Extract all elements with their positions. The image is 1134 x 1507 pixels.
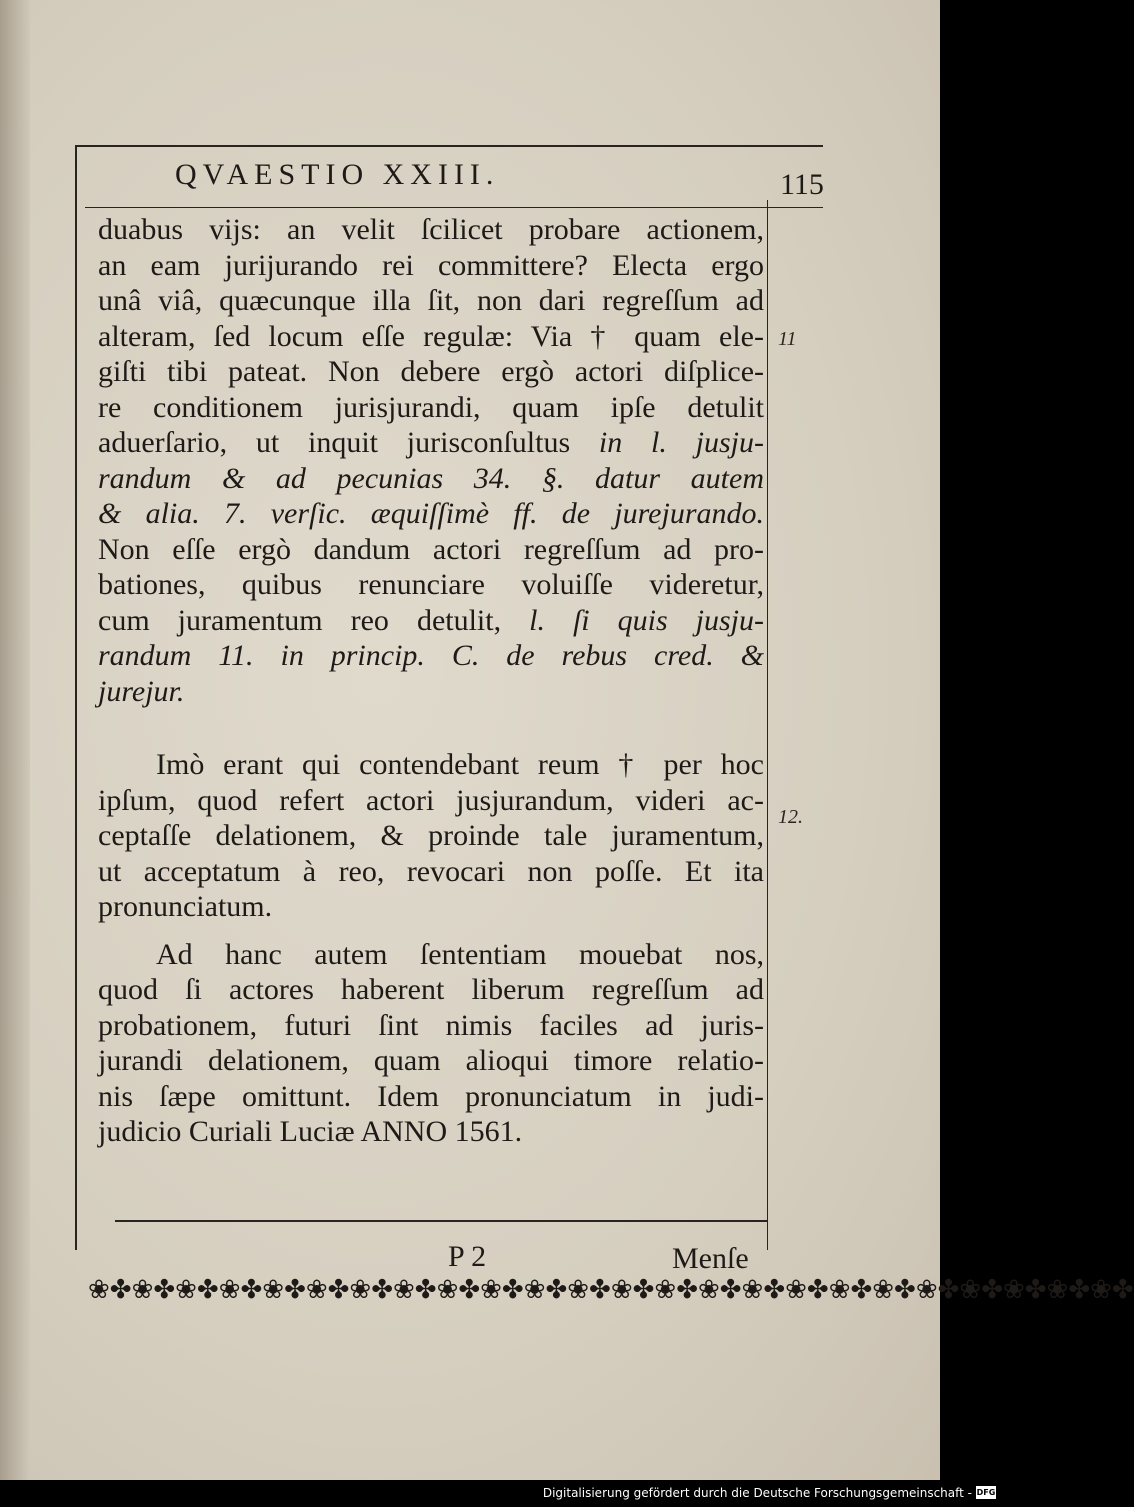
line-text: randum & ad pecunias 34. §. datur autem bbox=[98, 461, 764, 495]
text-line: quod ſi actores haberent liberum regreſſum ad bbox=[98, 973, 764, 1006]
frame-header-rule bbox=[85, 207, 823, 208]
text-line bbox=[98, 283, 764, 319]
text-line: pronunciatum. bbox=[98, 890, 273, 923]
running-head: QVAESTIO XXIII. bbox=[175, 158, 500, 191]
text-line: ut acceptatum à reo, revocari non poſſe. Et ita bbox=[98, 854, 764, 888]
text-line: ceptaſſe delationem, & proinde tale juramentum, bbox=[98, 819, 764, 852]
line-text: an eam jurijurando rei committere? Electa ergo bbox=[98, 248, 764, 282]
line-text: cum juramentum reo detulit, bbox=[98, 603, 502, 637]
text-line bbox=[98, 567, 764, 603]
ornamental-border: ❀✤❀✤❀✤❀✤❀✤❀✤❀✤❀✤❀✤❀✤❀✤❀✤❀✤❀✤❀✤❀✤❀✤❀✤❀✤❀✤❀✤❀✤❀✤❀✤ bbox=[88, 1275, 1134, 1305]
catchword: Menſe bbox=[672, 1242, 749, 1275]
frame-left-rule bbox=[75, 145, 77, 1250]
text-line bbox=[98, 319, 764, 355]
footer-credit: Digitalisierung gefördert durch die Deutsche Forschungsgemeinschaft - bbox=[542, 1486, 972, 1500]
text-line: probationem, futuri ſint nimis faciles ad juris- bbox=[98, 1008, 764, 1042]
line-text: & alia. 7. verſic. æquiſſimè ff. de jurejurando. bbox=[98, 497, 764, 530]
text-line bbox=[98, 248, 764, 284]
dfg-logo: DFG bbox=[976, 1488, 996, 1497]
text-line: judicio Curiali Luciæ ANNO 1561. bbox=[98, 1115, 523, 1148]
line-text: Non eſſe ergò dandum actori regreſſum ad pro- bbox=[98, 532, 764, 566]
paragraph-3 bbox=[98, 937, 764, 1150]
frame-top-rule bbox=[75, 145, 823, 147]
text-line: nis ſæpe omittunt. Idem pronunciatum in judi- bbox=[98, 1079, 764, 1113]
line-text: bationes, quibus renunciare voluiſſe videretur, bbox=[98, 568, 764, 601]
text-line: Ad hanc autem ſententiam mouebat nos, bbox=[156, 937, 764, 971]
marginal-note-12: 12. bbox=[778, 806, 803, 828]
line-text: re conditionem jurisjurandi, quam ipſe detulit bbox=[98, 390, 764, 424]
marginal-note-11: 11 bbox=[778, 328, 797, 350]
line-text: duabus vijs: an velit ſcilicet probare actionem, bbox=[98, 213, 764, 246]
paragraph-2 bbox=[98, 747, 764, 925]
text-line bbox=[98, 638, 764, 674]
line-text: jurejur. bbox=[98, 674, 185, 708]
text-line bbox=[98, 425, 764, 461]
text-line: jurandi delationem, quam alioqui timore relatio- bbox=[98, 1044, 764, 1077]
line-text: randum 11. in princip. C. de rebus cred. & bbox=[98, 639, 764, 672]
page-number: 115 bbox=[780, 168, 824, 201]
line-text: giſti tibi pateat. Non debere ergò actori diſplice- bbox=[98, 355, 764, 388]
signature-mark: P 2 bbox=[448, 1240, 487, 1273]
text-line bbox=[98, 212, 764, 248]
text-line bbox=[98, 496, 764, 532]
text-line: ipſum, quod refert actori jusjurandum, videri ac- bbox=[98, 783, 764, 817]
text-line bbox=[98, 354, 764, 390]
text-line bbox=[98, 461, 764, 497]
citation-text: l. ſi quis jusju- bbox=[529, 603, 765, 637]
paragraph-1 bbox=[98, 212, 764, 709]
text-line bbox=[98, 390, 764, 426]
line-text: unâ viâ, quæcunque illa ſit, non dari regreſſum ad bbox=[98, 284, 764, 317]
frame-right-rule bbox=[767, 200, 768, 1250]
text-line bbox=[98, 674, 764, 710]
page-gutter bbox=[0, 0, 30, 1480]
text-line bbox=[98, 603, 764, 639]
line-text: alteram, ſed locum eſſe regulæ: Via † quam ele- bbox=[98, 319, 764, 353]
body-text bbox=[98, 212, 764, 1150]
text-line: Imò erant qui contendebant reum † per hoc bbox=[156, 748, 764, 781]
frame-bottom-rule bbox=[115, 1220, 768, 1222]
line-text: aduerſario, ut inquit jurisconſultus bbox=[98, 426, 571, 459]
citation-text: in l. jusju- bbox=[598, 426, 764, 459]
text-line bbox=[98, 532, 764, 568]
footer-bar bbox=[0, 1480, 1000, 1507]
